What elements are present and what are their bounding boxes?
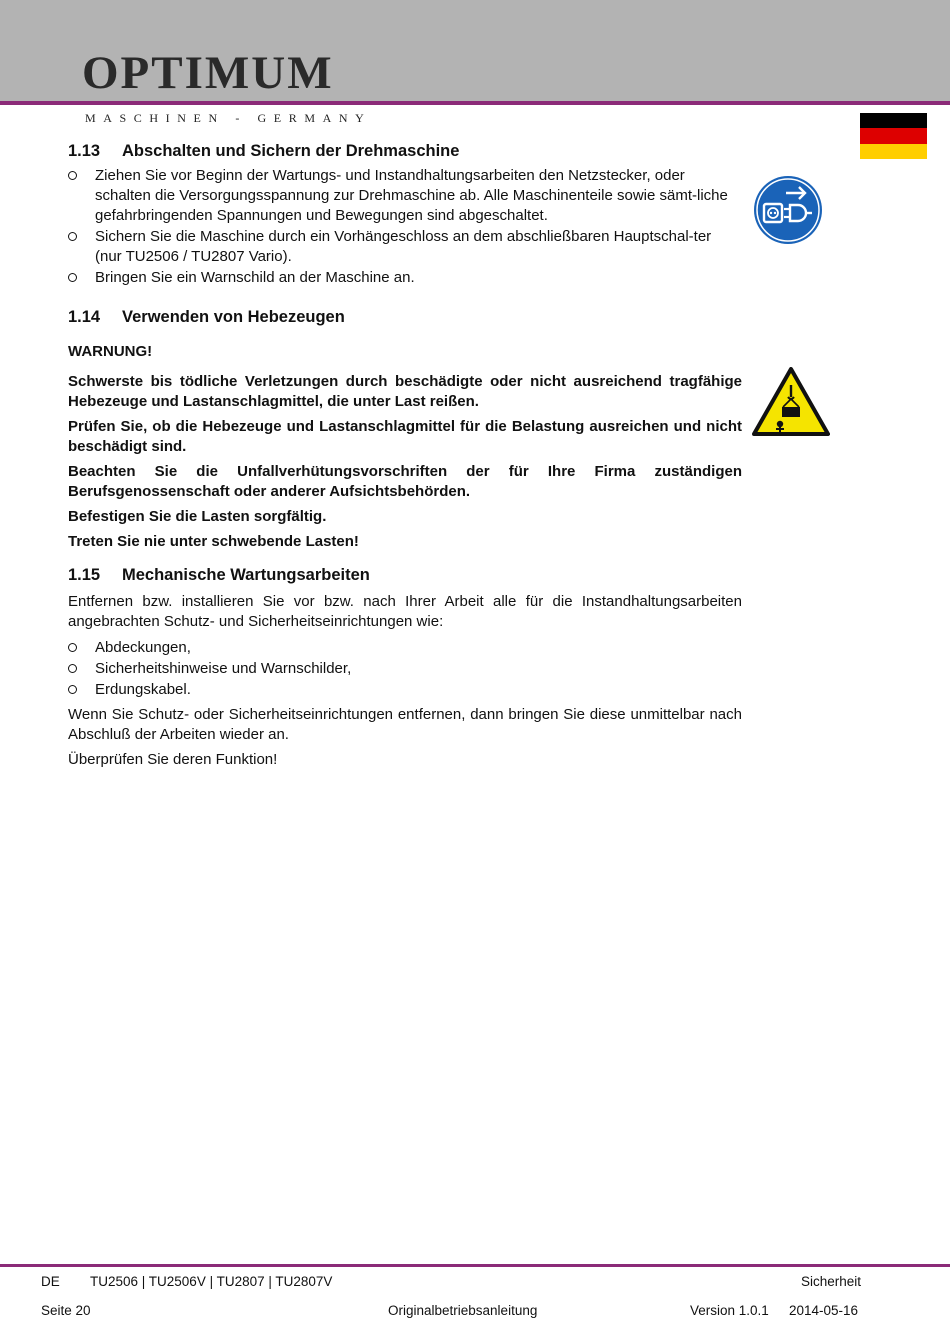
section-title: Abschalten und Sichern der Drehmaschine: [122, 142, 460, 160]
list-item-text: Sicherheitshinweise und Warnschilder,: [95, 660, 352, 677]
brand-logo: OPTIMUM: [82, 47, 334, 99]
list-item: [68, 680, 742, 700]
hollow-circle-bullet-icon: [68, 685, 77, 694]
flag-stripe-black: [860, 113, 927, 128]
list-item-text: Abdeckungen,: [95, 639, 191, 656]
list-item-text: Erdungskabel.: [95, 681, 191, 698]
footer-language: DE: [41, 1274, 60, 1289]
list-item: [68, 268, 742, 288]
section-heading: [68, 140, 742, 162]
list-item: [68, 659, 742, 679]
warning-paragraph: Schwerste bis tödliche Verletzungen durch beschädigte oder nicht ausreichend tragfähige Hebezeuge und Lastanschlagmittel, die unter Last reißen.: [68, 373, 742, 410]
section-number: 1.14: [68, 308, 101, 326]
disconnect-plug-icon: [753, 175, 823, 245]
footer-page-number: Seite 20: [41, 1303, 91, 1318]
list-item-text: Bringen Sie ein Warnschild an der Maschine an.: [95, 269, 415, 286]
hollow-circle-bullet-icon: [68, 643, 77, 652]
warning-paragraph: Beachten Sie die Unfallverhütungsvorschriften der für Ihre Firma zuständigen Berufsgenossenschaft oder anderer Aufsichtsbehörden.: [68, 463, 742, 500]
list-item: [68, 227, 742, 267]
hollow-circle-bullet-icon: [68, 232, 77, 241]
section-1-14: [68, 306, 742, 552]
section-heading: [68, 306, 742, 328]
footer-date: 2014-05-16: [789, 1303, 859, 1318]
warning-label: WARNUNG!: [68, 343, 153, 360]
footer-doc-type: Originalbetriebsanleitung: [388, 1303, 538, 1318]
footer-section: Sicherheit: [800, 1274, 861, 1289]
section-number: 1.15: [68, 566, 101, 584]
section-title: Mechanische Wartungsarbeiten: [122, 566, 370, 584]
warning-paragraph: Prüfen Sie, ob die Hebezeuge und Lastanschlagmittel für die Belastung ausreichen und nicht beschädigt sind.: [68, 418, 742, 455]
footer-version: Version 1.0.1: [690, 1303, 769, 1318]
after-paragraph: Wenn Sie Schutz- oder Sicherheitseinrichtungen entfernen, dann bringen Sie diese unmittelbar nach Abschluß der Arbeiten wieder an.: [68, 706, 742, 743]
intro-paragraph: Entfernen bzw. installieren Sie vor bzw. nach Ihrer Arbeit alle für die Instandhaltungsarbeiten angebrachten Schutz- und Sicherheitseinrichtungen wie:: [68, 593, 742, 630]
flag-stripe-red: [860, 128, 927, 143]
brand-tagline: MASCHINEN - GERMANY: [85, 111, 372, 125]
list-item: [68, 638, 742, 658]
section-number: 1.13: [68, 142, 101, 160]
section-heading: [68, 564, 742, 586]
suspended-load-warning-icon: [752, 367, 830, 437]
hollow-circle-bullet-icon: [68, 273, 77, 282]
flag-stripe-gold: [860, 144, 927, 159]
hollow-circle-bullet-icon: [68, 664, 77, 673]
footer-rule: [0, 1264, 950, 1267]
section-1-15: [68, 564, 742, 770]
list-item: [68, 166, 742, 226]
bullet-list: [68, 166, 742, 288]
german-flag-icon: [860, 113, 927, 159]
warning-paragraph: Befestigen Sie die Lasten sorgfältig.: [68, 508, 327, 525]
warning-paragraph: Treten Sie nie unter schwebende Lasten!: [68, 533, 359, 550]
hollow-circle-bullet-icon: [68, 171, 77, 180]
footer-models: TU2506 | TU2506V | TU2807 | TU2807V: [90, 1274, 333, 1289]
bullet-list: [68, 638, 742, 700]
list-item-text: Sichern Sie die Maschine durch ein Vorhängeschloss an dem abschließbaren Hauptschal-ter (nur TU2506 / TU2807 Vario).: [95, 228, 712, 265]
list-item-text: Ziehen Sie vor Beginn der Wartungs- und Instandhaltungsarbeiten den Netzstecker, oder schalten die Versorgungsspannung zur Drehmaschine ab. Alle Maschinenteile sowie sämt-liche gefahrbringenden Spannungen und Bewegungen sind abgeschaltet.: [95, 167, 728, 224]
section-title: Verwenden von Hebezeugen: [122, 308, 345, 326]
header-rule: [0, 101, 950, 105]
section-1-13: [68, 140, 742, 289]
closing-paragraph: Überprüfen Sie deren Funktion!: [68, 751, 278, 768]
